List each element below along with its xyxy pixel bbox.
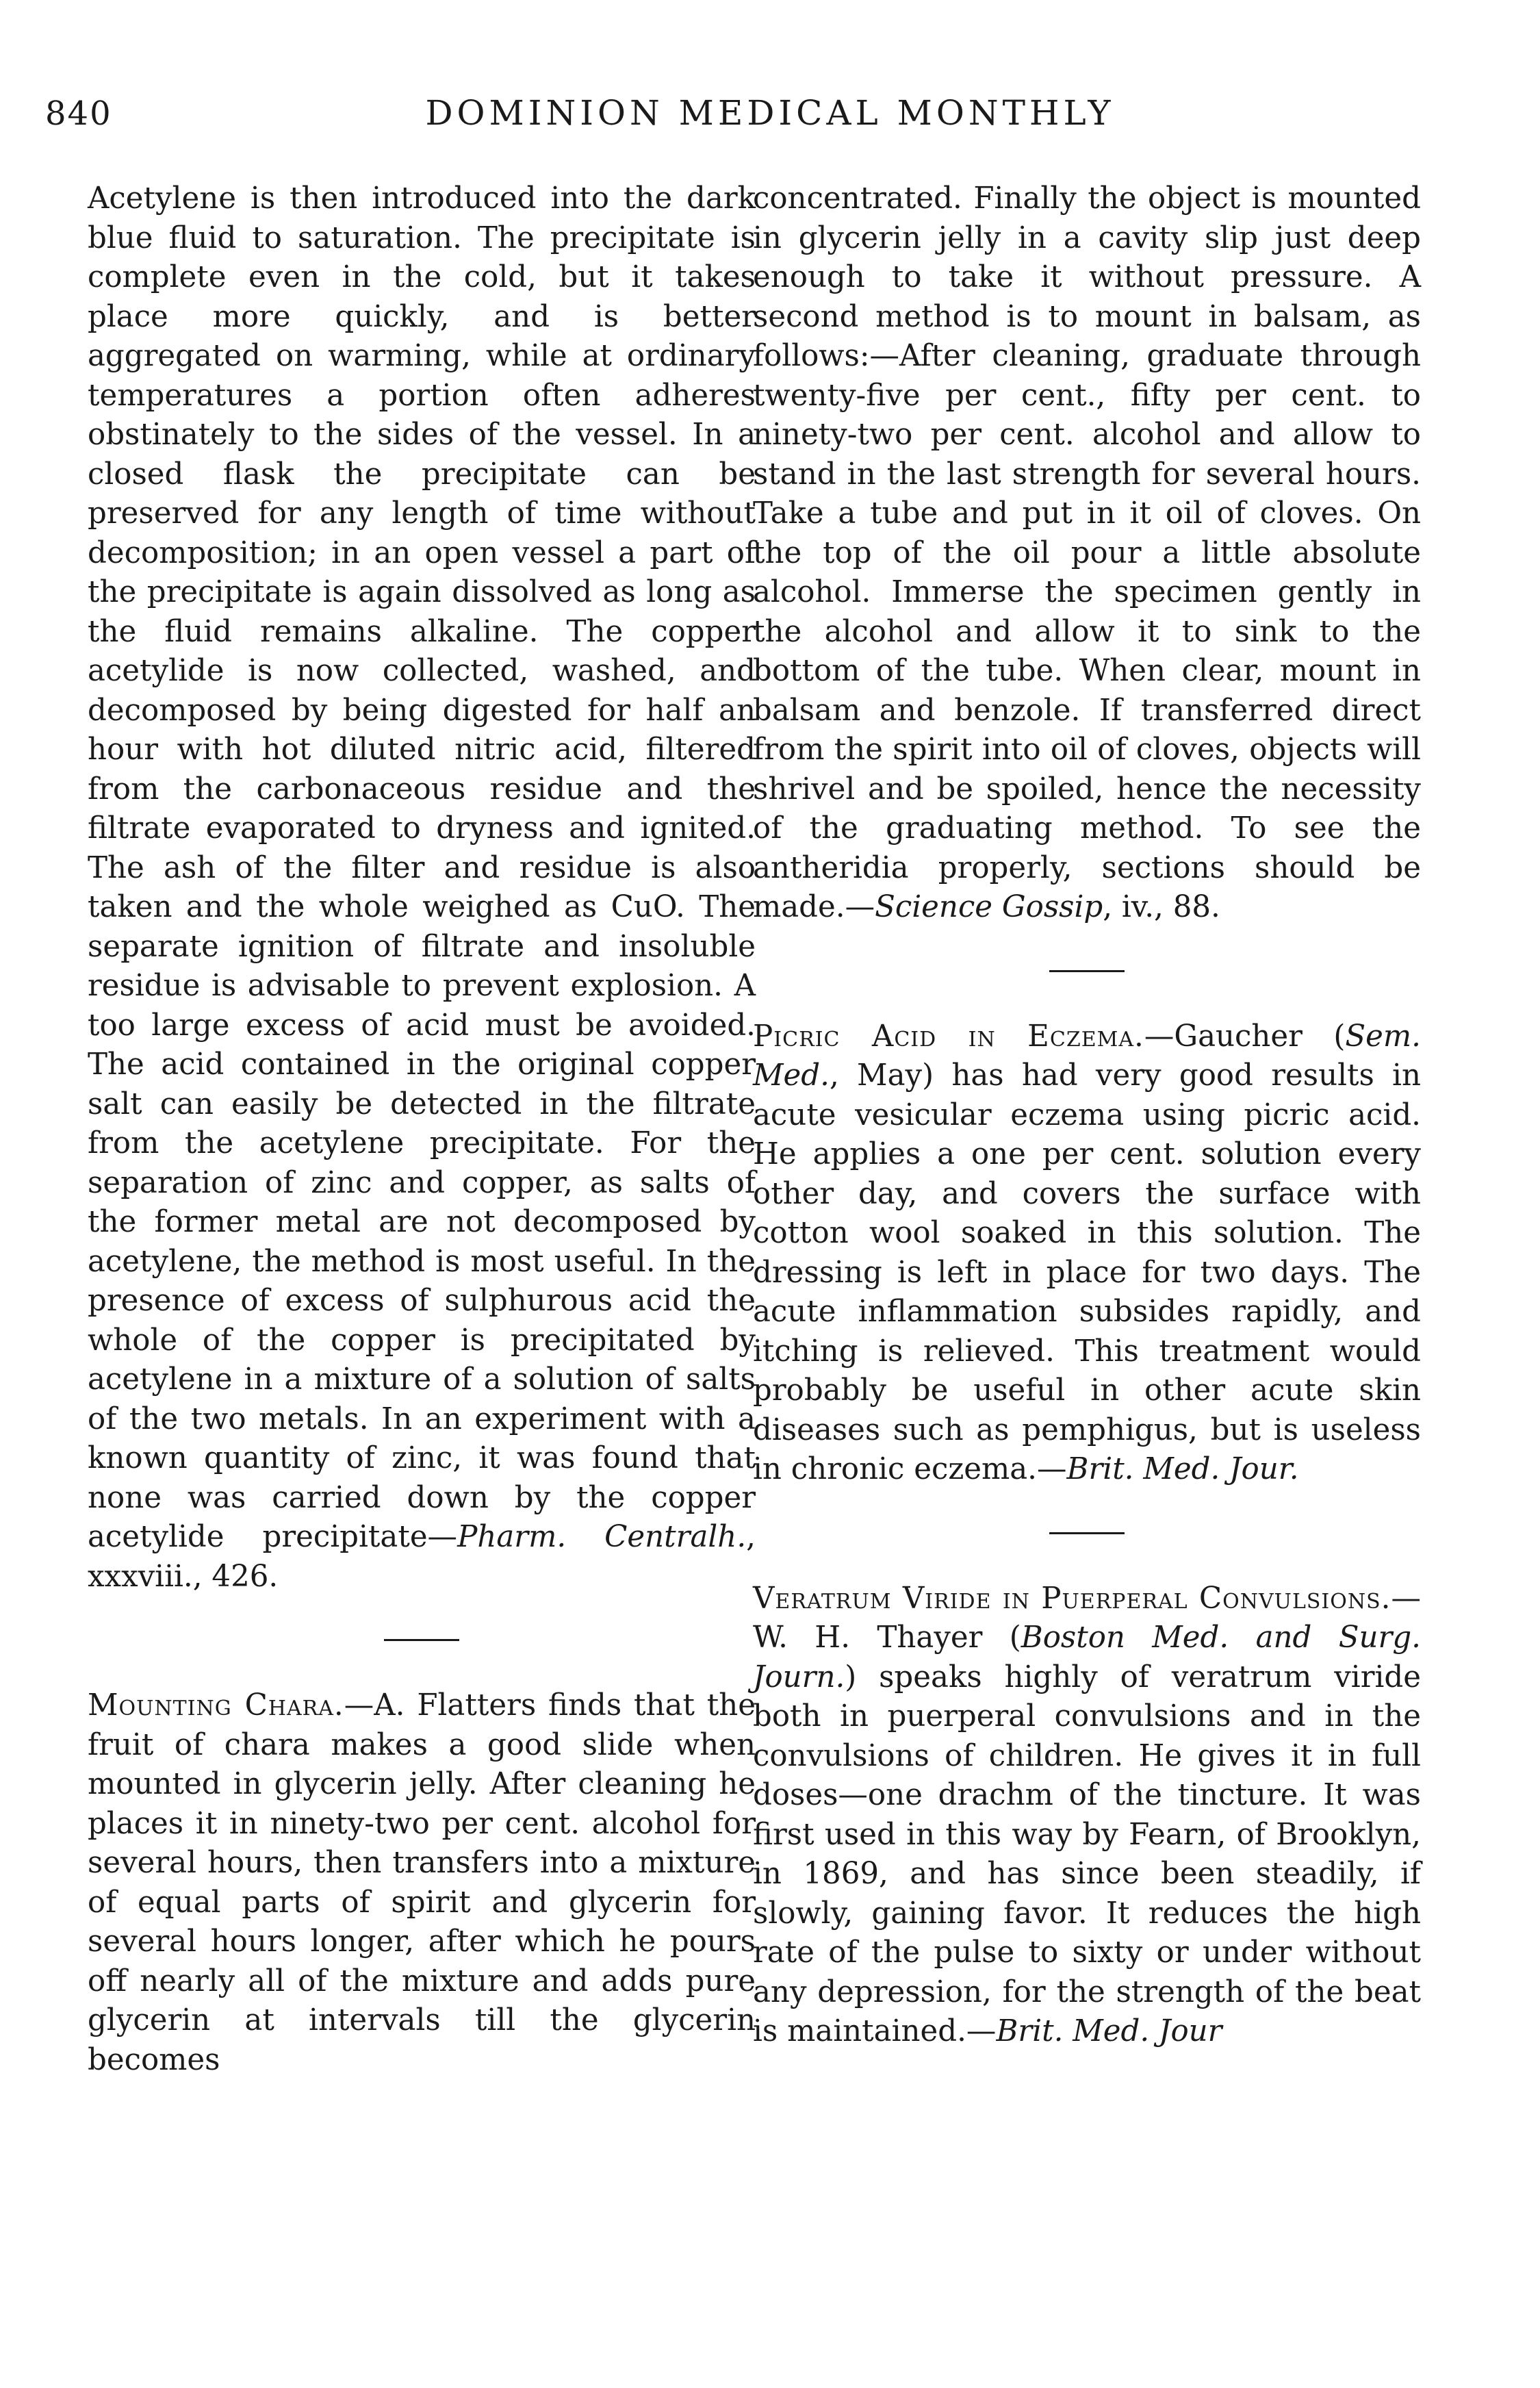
page-number: 840	[45, 94, 112, 133]
left-column	[88, 179, 756, 2080]
section-divider	[1049, 970, 1125, 972]
article-text: —A. Flatters finds that the fruit of chara makes a good slide when mounted in glycerin jelly. After cleaning he places it in ninety-two per cent. alcohol for several hours, then transfers into a mixture of equal parts of spirit and glycerin for several hours longer, after which he pours off nearly all of the mixture and adds pure glycerin at intervals till the glycerin becomes	[88, 1688, 756, 2077]
article-text: ) speaks highly of veratrum viride both in puerperal convulsions and in the convulsions of children. He gives it in full doses—one drachm of the tincture. It was first used in this way by Fearn, of Brooklyn, in 1869, and has since been steadily, if slowly, gaining favor. It reduces the high rate of the pulse to sixty or under without any depression, for the strength of the beat is maintained.—	[753, 1660, 1421, 2048]
citation: Pharm. Centralh.	[457, 1520, 747, 1554]
paragraph-text: concentrated. Finally the object is mounted in glycerin jelly in a cavity slip just deep enough to take it without pressure. A second method is to mount in balsam, as follows:—After cleaning, graduate through twenty-five per cent., fifty per cent. to ninety-two per cent. alcohol and allow to stand in the last strength for several hours. Take a tube and put in it oil of cloves. On the top of the oil pour a little absolute alcohol. Immerse the specimen gently in the alcohol and allow it to sink to the bottom of the tube. When clear, mount in balsam and benzole. If transferred direct from the spirit into oil of cloves, objects will shrivel and be spoiled, hence the necessity of the graduating method. To see the antheridia properly, sections should be made.—	[753, 181, 1421, 924]
chara-continuation	[753, 179, 1421, 928]
right-column	[753, 179, 1421, 2052]
article-text: , May) has had very good results in acute vesicular eczema using picric acid. He applies a one per cent. solution every other day, and covers the surface with cotton wool soaked in this solution. The dressing is left in place for two days. The acute inflammation subsides rapidly, and itching is relieved. This treatment would probably be useful in other acute skin diseases such as pemphigus, but is useless in chronic eczema.—	[753, 1058, 1421, 1486]
article-heading: Veratrum Viride in Puerperal Convulsions.	[753, 1581, 1391, 1616]
citation-ref: , iv., 88.	[1103, 890, 1220, 924]
citation: Science Gossip	[875, 890, 1103, 924]
citation: Brit. Med. Jour.	[1066, 1452, 1299, 1486]
article-picric-acid	[753, 1017, 1421, 1490]
citation: Brit. Med. Jour	[996, 2014, 1222, 2048]
article-text: —Gaucher (	[1144, 1019, 1346, 1054]
article-mounting-chara	[88, 1686, 756, 2080]
article-heading: Picric Acid in Eczema.	[753, 1019, 1144, 1054]
citation: Boston Med. and Surg. Journ.	[753, 1621, 1421, 1694]
paragraph-text: Acetylene is then introduced into the dark blue fluid to saturation. The precipitate is complete even in the cold, but it takes place more quickly, and is better aggregated on warming, while at ordinary temperatures a portion often adheres obstinately to the sides of the vessel. In a closed flask the precipitate can be preserved for any length of time without decomposition; in an open vessel a part of the precipitate is again dissolved as long as the fluid remains alkaline. The copper acetylide is now collected, washed, and decomposed by being digested for half an hour with hot diluted nitric acid, filtered from the carbonaceous residue and the filtrate evaporated to dryness and ignited. The ash of the filter and residue is also taken and the whole weighed as CuO. The separate ignition of filtrate and insoluble residue is advisable to prevent explosion. A too large excess of acid must be avoided. The acid contained in the original copper salt can easily be detected in the filtrate from the acetylene precipitate. For the separation of zinc and copper, as salts of the former metal are not decomposed by acetylene, the method is most useful. In the presence of excess of sulphurous acid the whole of the copper is precipitated by acetylene in a mixture of a solution of salts of the two metals. In an experiment with a known quantity of zinc, it was found that none was carried down by the copper acetylide precipitate—	[88, 181, 756, 1554]
section-divider	[1049, 1532, 1125, 1534]
article-text: —W. H. Thayer (	[753, 1581, 1421, 1655]
citation: Sem. Med.	[753, 1019, 1421, 1093]
article-veratrum-viride	[753, 1579, 1421, 2052]
section-divider	[384, 1639, 459, 1641]
citation-ref: , xxxviii., 426.	[88, 1520, 756, 1594]
acetylene-paragraph	[88, 179, 756, 1597]
running-head: DOMINION MEDICAL MONTHLY	[425, 93, 1115, 133]
article-heading: Mounting Chara.	[88, 1688, 344, 1723]
